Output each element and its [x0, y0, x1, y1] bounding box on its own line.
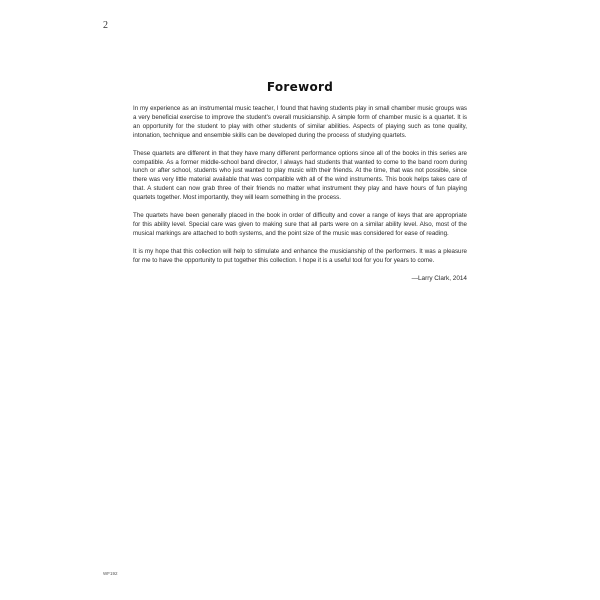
foreword-section	[133, 80, 467, 282]
foreword-paragraph-4: It is my hope that this collection will help to stimulate and enhance the musicianship of the performers. It was a pleasure for me to have the opportunity to put together this collection. I hope it is a useful tool for you for years to come.	[133, 247, 467, 264]
page-number: 2	[103, 20, 108, 31]
foreword-paragraph-2: These quartets are different in that they have many different performance options since all of the books in this series are compatible. As a former middle-school band director, I always had students that wanted to come to the band room during lunch or after school, students who just wanted to play music with their friends. At the time, that was not possible, since there was very little material available that was compatible with all of the wind instruments. This book helps takes care of that. A student can now grab three of their friends no matter what instrument they play and have hours of fun playing quartets together. Most importantly, they will learn something in the process.	[133, 149, 467, 202]
foreword-paragraph-1: In my experience as an instrumental music teacher, I found that having students play in small chamber music groups was a very beneficial exercise to improve the student's overall musicianship. A simple form of chamber music is a quartet. It is an opportunity for the student to play with other students of similar abilities. Aspects of playing such as tone quality, intonation, technique and ensemble skills can be developed during the process of studying quartets.	[133, 105, 467, 139]
foreword-paragraph-3: The quartets have been generally placed in the book in order of difficulty and cover a range of keys that are appropriate for this ability level. Special care was given to making sure that all parts were on a similar ability level. Also, most of the musical markings are attached to both systems, and the point size of the music was considered for ease of reading.	[133, 212, 467, 237]
footer-catalog-code: WF192	[103, 571, 118, 576]
foreword-title: Foreword	[266, 80, 334, 94]
author-signature: —Larry Clark, 2014	[411, 274, 467, 282]
